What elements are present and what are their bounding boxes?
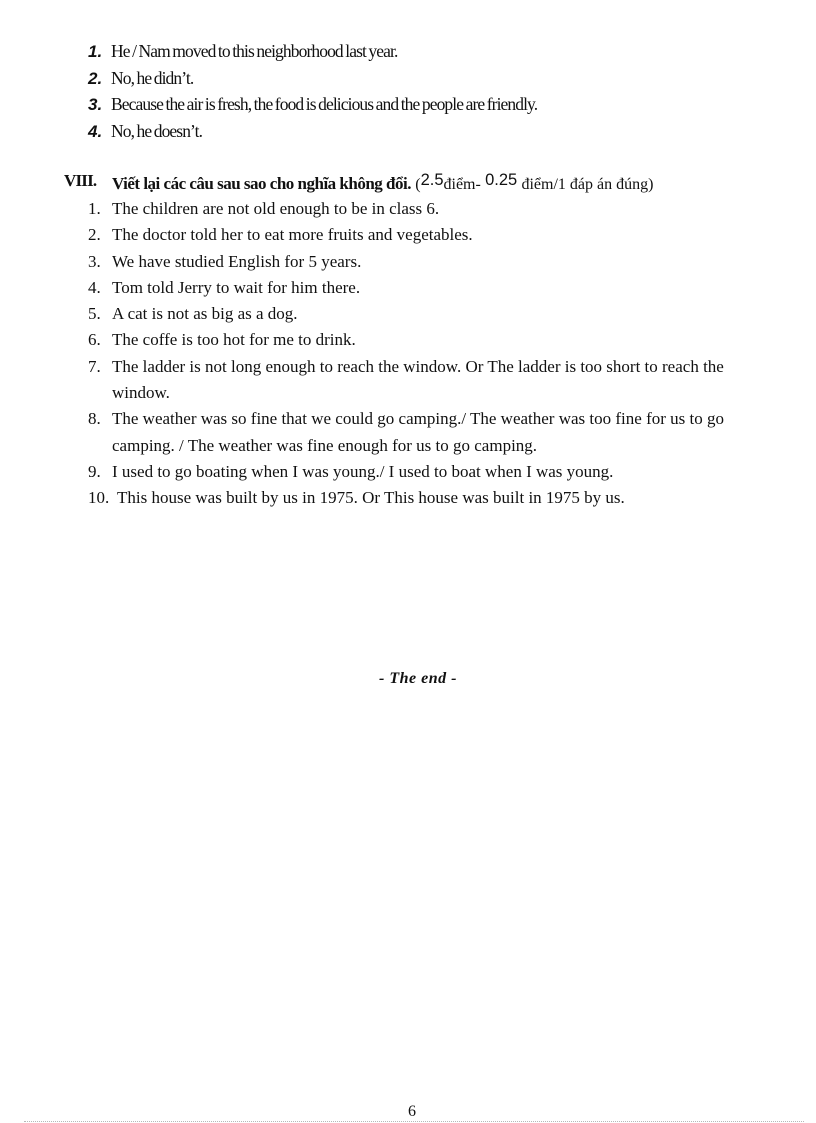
answer-number: 2. xyxy=(88,68,103,88)
answer-text: No, he didn’t. xyxy=(111,67,194,88)
list-item xyxy=(88,222,768,248)
list-item xyxy=(88,301,768,327)
score-total: 2.5 xyxy=(420,171,444,189)
item-text: The doctor told her to eat more fruits and vegetables. xyxy=(112,225,473,245)
list-item xyxy=(88,459,768,485)
page-number: 6 xyxy=(408,1103,416,1120)
item-text: Tom told Jerry to wait for him there. xyxy=(112,277,361,297)
list-item xyxy=(88,249,768,275)
answer-text: He / Nam moved to this neighborhood last year. xyxy=(111,41,398,61)
item-number: 9. xyxy=(88,461,101,481)
score-each: 0.25 xyxy=(485,171,518,189)
list-item xyxy=(88,354,768,407)
answer-number: 1. xyxy=(88,42,103,61)
item-number: 3. xyxy=(88,251,101,271)
score-each-unit: điểm/1 đáp án đúng) xyxy=(521,176,654,193)
answers-list xyxy=(88,38,768,144)
item-text: The weather was so fine that we could go camping./ The weather was too fine for us to go camping. / The weather was fine enough for us to go camping. xyxy=(112,409,724,455)
item-text: This house was built by us in 1975. Or This house was built in 1975 by us. xyxy=(117,488,625,508)
item-number: 1. xyxy=(88,199,101,218)
item-text: We have studied English for 5 years. xyxy=(112,251,362,271)
item-number: 7. xyxy=(88,356,101,376)
answer-number: 4. xyxy=(88,121,103,141)
item-number: 5. xyxy=(88,304,101,324)
the-end-marker: - The end - xyxy=(379,670,457,687)
list-item xyxy=(88,406,768,459)
item-number: 6. xyxy=(88,330,101,350)
section-heading xyxy=(64,170,764,199)
list-item xyxy=(88,327,768,353)
footer-divider xyxy=(24,1121,804,1122)
item-number: 4. xyxy=(88,277,101,297)
score-paren-open: ( xyxy=(415,176,421,193)
answer-text: No, he doesn’t. xyxy=(111,120,203,141)
item-text: The ladder is not long enough to reach the window. Or The ladder is too short to reach the window. xyxy=(112,356,724,403)
score-total-unit: điểm- xyxy=(443,176,481,193)
list-item xyxy=(88,275,768,301)
answer-number: 3. xyxy=(88,95,103,114)
answer-item xyxy=(88,38,768,65)
answer-text: Because the air is fresh, the food is delicious and the people are friendly. xyxy=(111,94,538,114)
list-item xyxy=(88,196,768,222)
item-text: A cat is not as big as a dog. xyxy=(112,304,298,324)
section-title: Viết lại các câu sau sao cho nghĩa không đổi. xyxy=(112,174,411,193)
section-number: VIII. xyxy=(64,171,97,190)
item-number: 2. xyxy=(88,225,101,245)
answer-item xyxy=(88,118,768,145)
item-number: 8. xyxy=(88,409,101,429)
answer-item xyxy=(88,91,768,118)
item-number: 10. xyxy=(88,488,110,508)
item-text: The coffe is too hot for me to drink. xyxy=(112,330,356,350)
list-item xyxy=(88,485,768,511)
item-text: I used to go boating when I was young./ I used to boat when I was young. xyxy=(112,461,614,481)
sentence-list xyxy=(88,196,768,512)
answer-item xyxy=(88,65,768,92)
item-text: The children are not old enough to be in class 6. xyxy=(112,199,440,218)
